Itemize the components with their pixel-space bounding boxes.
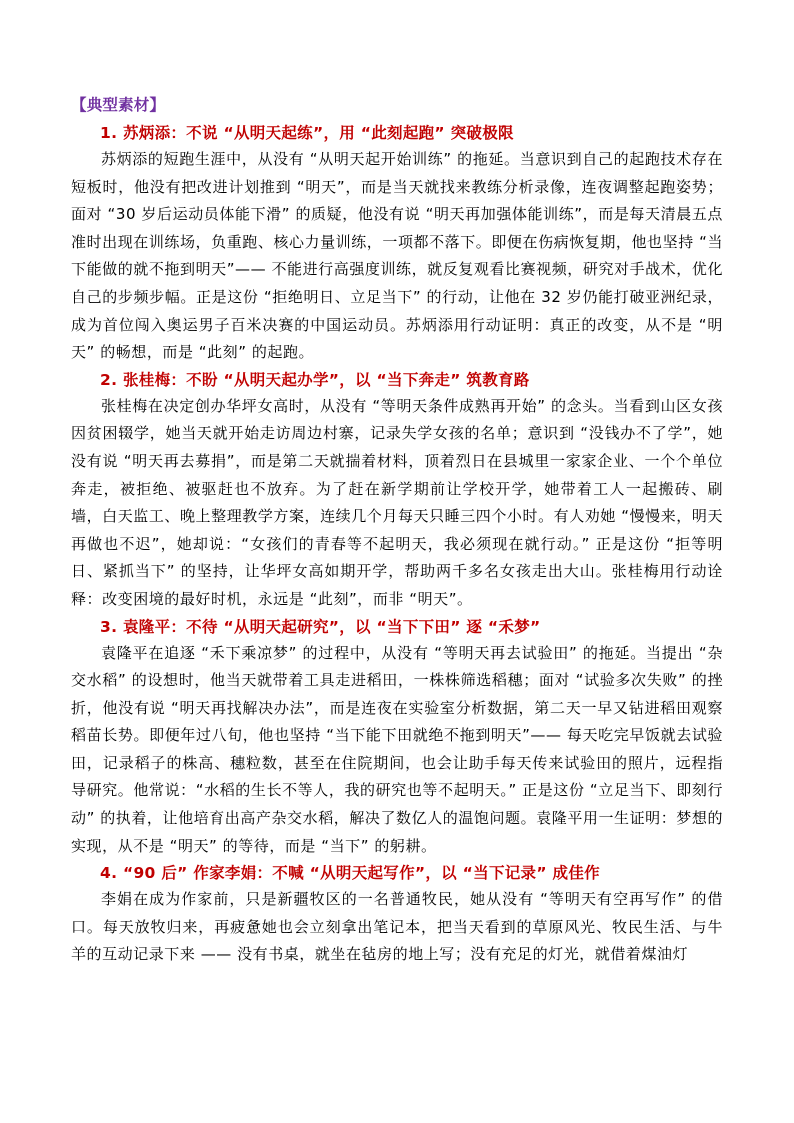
material-body-1: 苏炳添的短跑生涯中，从没有 “从明天起开始训练” 的拖延。当意识到自己的起跑技术存在短板时，他没有把改进计划推到 “明天”，而是当天就找来教练分析录像，连夜调整起跑姿势；面对 “30 岁后运动员体能下滑” 的质疑，他没有说 “明天再加强体能训练”，而是每天清晨五点准时出现在训练场，负重跑、核心力量训练，一项都不落下。即便在伤病恢复期，他也坚持 “当下能做的就不拖到明天”—— 不能进行高强度训练，就反复观看比赛视频，研究对手战术，优化自己的步频步幅。正是这份 “拒绝明日、立足当下” 的行动，让他在 32 岁仍能打破亚洲纪录，成为首位闯入奥运男子百米决赛的中国运动员。苏炳添用行动证明：真正的改变，从不是 “明天” 的畅想，而是 “此刻” 的起跑。 (71, 150, 723, 362)
material-item-1 (71, 120, 723, 367)
section-title: 【典型素材】 (71, 96, 166, 114)
material-body-3: 袁隆平在追逐 “禾下乘凉梦” 的过程中，从没有 “等明天再去试验田” 的拖延。当提出 “杂交水稻” 的设想时，他当天就带着工具走进稻田，一株株筛选稻穗；面对 “试验多次失败” 的挫折，他没有说 “明天再找解决办法”，而是连夜在实验室分析数据，第二天一早又钻进稻田观察稻苗长势。即便年过八旬，他也坚持 “当下能下田就绝不拖到明天”—— 每天吃完早饭就去试验田，记录稻子的株高、穗粒数，甚至在住院期间，也会让助手每天传来试验田的照片，远程指导研究。他常说：“水稻的生长不等人，我的研究也等不起明天。” 正是这份 “立足当下、即刻行动” 的执着，让他培育出高产杂交水稻，解决了数亿人的温饱问题。袁隆平用一生证明：梦想的实现，从不是 “明天” 的等待，而是 “当下” 的躬耕。 (71, 643, 723, 855)
material-item-2 (71, 367, 723, 614)
material-item-4 (71, 860, 723, 969)
material-item-3 (71, 614, 723, 861)
material-heading-1: 1. 苏炳添：不说 “从明天起练”，用 “此刻起跑” 突破极限 (100, 124, 514, 142)
material-body-2: 张桂梅在决定创办华坪女高时，从没有 “等明天条件成熟再开始” 的念头。当看到山区女孩因贫困辍学，她当天就开始走访周边村寨，记录失学女孩的名单；意识到 “没钱办不了学”，她没有说 “明天再去募捐”，而是第二天就揣着材料，顶着烈日在县城里一家家企业、一个个单位奔走，被拒绝、被驱赶也不放弃。为了赶在新学期前让学校开学，她带着工人一起搬砖、刷墙，白天监工、晚上整理教学方案，连续几个月每天只睡三四个小时。有人劝她 “慢慢来，明天再做也不迟”，她却说：“女孩们的青春等不起明天，我必须现在就行动。” 正是这份 “拒等明日、紧抓当下” 的坚持，让华坪女高如期开学，帮助两千多名女孩走出大山。张桂梅用行动诠释：改变困境的最好时机，永远是 “此刻”，而非 “明天”。 (71, 396, 723, 608)
material-heading-4: 4. “90 后” 作家李娟：不喊 “从明天起写作”，以 “当下记录” 成佳作 (100, 864, 600, 883)
material-heading-2: 2. 张桂梅：不盼 “从明天起办学”，以 “当下奔走” 筑教育路 (100, 370, 530, 389)
material-heading-3: 3. 袁隆平：不待 “从明天起研究”，以 “当下下田” 逐 “禾梦” (100, 617, 541, 636)
material-body-4: 李娟在成为作家前，只是新疆牧区的一名普通牧民，她从没有 “等明天有空再写作” 的借口。每天放牧归来，再疲惫她也会立刻拿出笔记本，把当天看到的草原风光、牧民生活、与牛羊的互动记录下来 —— 没有书桌，就坐在毡房的地上写；没有充足的灯光，就借着煤油灯 (71, 890, 723, 964)
document-content (71, 92, 723, 969)
